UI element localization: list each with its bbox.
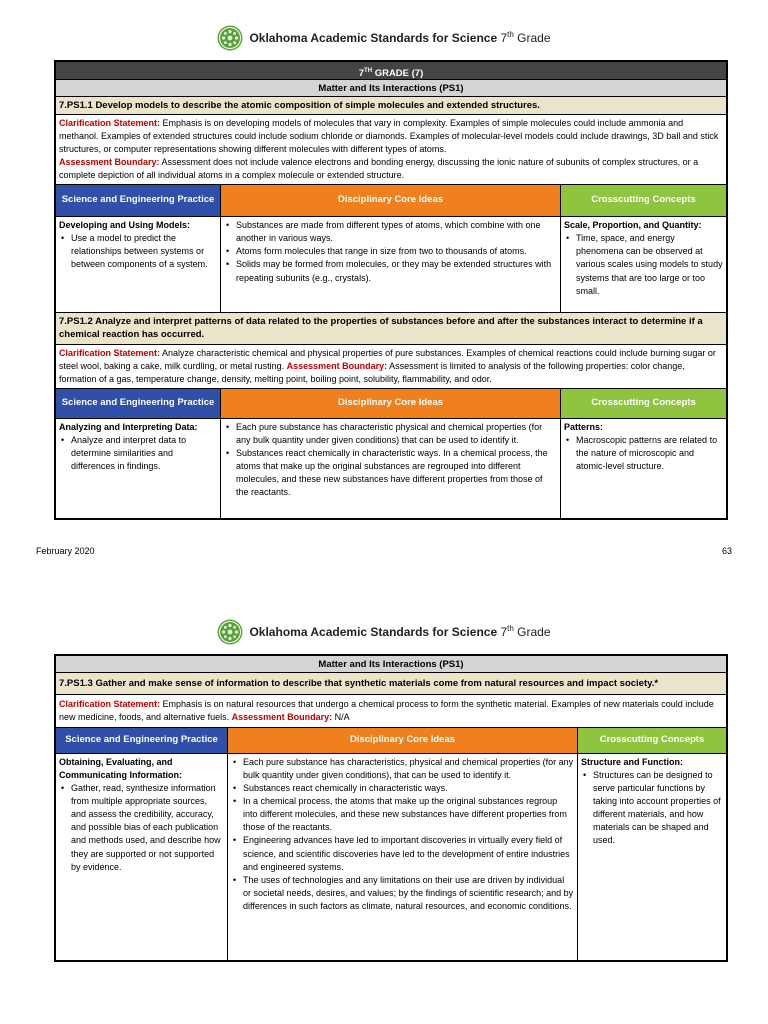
dci-header: Disciplinary Core Ideas	[221, 185, 561, 216]
sep-heading: Obtaining, Evaluating, and Communicating Information:	[59, 757, 182, 781]
cc-header: Crosscutting Concepts	[561, 389, 726, 418]
footer-date: February 2020	[36, 546, 95, 556]
list-item: • Macroscopic patterns are related to the nature of microscopic and atomic-level structure.	[564, 434, 723, 473]
sep-heading: Analyzing and Interpreting Data:	[59, 421, 198, 432]
dci-cell	[221, 419, 561, 518]
standards-table-page-1	[54, 60, 728, 520]
list-item: • Solids may be formed from molecules, or they may be extended structures with repeating subunits (e.g., crystals).	[224, 258, 557, 284]
column-headers	[56, 185, 726, 217]
sep-header: Science and Engineering Practice	[56, 389, 221, 418]
cc-cell	[561, 217, 726, 312]
page-title: Oklahoma Academic Standards for Science 7th Grade	[249, 29, 551, 45]
cc-heading: Structure and Function:	[581, 757, 683, 768]
cc-header: Crosscutting Concepts	[561, 185, 726, 216]
standards-row	[56, 419, 726, 518]
sep-cell	[56, 419, 221, 518]
dci-header: Disciplinary Core Ideas	[221, 389, 561, 418]
sep-heading: Developing and Using Models:	[59, 220, 191, 231]
grade-bar: 7TH GRADE (7)	[56, 62, 726, 80]
standards-row	[56, 217, 726, 313]
list-item: • Atoms form molecules that range in size from two to thousands of atoms.	[224, 245, 557, 258]
list-item: • Each pure substance has characteristics, physical and chemical properties (for any bulk quantity under given conditions), that can be used to identify it.	[231, 756, 574, 782]
cc-header: Crosscutting Concepts	[578, 728, 726, 753]
list-item: • Substances react chemically in characteristic ways. In a chemical process, the atoms that make up the original substances are regrouped into different molecules, and these new substances have different properties from those of the reactants.	[224, 447, 557, 499]
list-item: • Use a model to predict the relationships between systems or between components of a system.	[59, 232, 217, 271]
cc-cell	[578, 754, 726, 960]
sep-header: Science and Engineering Practice	[56, 185, 221, 216]
standards-table-page-2	[54, 654, 728, 962]
list-item: • In a chemical process, the atoms that make up the original substances regroup into different molecules, and these new substances have different properties from those of the reactants.	[231, 795, 574, 834]
list-item: • Analyze and interpret data to determine similarities and differences in findings.	[59, 434, 217, 473]
clarification-block: Clarification Statement: Emphasis is on developing models of molecules that vary in complexity. Examples of simple molecules could include ammonia and methanol. Examples of extended structures could include sodium chloride or diamonds. Examples of molecular-level models could include drawings, 3D ball and stick structures, or computer representations showing different molecules with different types of atoms. Assessment Boundary: Assessment does not include valence electrons and bonding energy, discussing the ionic nature of subunits of complex structures, or a complete depiction of all individual atoms in a complex molecule or extended structure.	[56, 115, 726, 185]
list-item: • Time, space, and energy phenomena can be observed at various scales using models to study systems that are too large or too small.	[564, 232, 723, 297]
topic-bar: Matter and Its Interactions (PS1)	[56, 80, 726, 97]
list-item: • Substances react chemically in characteristic ways.	[231, 782, 574, 795]
list-item: • The uses of technologies and any limitations on their use are driven by individual or societal needs, desires, and values; by the findings of scientific research; and by differences in such factors as climate, natural resources, and economic conditions.	[231, 874, 574, 913]
list-item: • Gather, read, synthesize information from multiple appropriate sources, and assess the credibility, accuracy, and possible bias of each publication and methods used, and describe how they are supported or not supported by evidence.	[59, 782, 224, 873]
clarification-block: Clarification Statement: Analyze characteristic chemical and physical properties of pure substances. Examples of chemical reactions could include burning sugar or steel wool, baking a cake, milk curdling, or metal rusting. Assessment Boundary: Assessment is limited to analysis of the following properties: color change, formation of a gas, temperature change, density, melting point, boiling point, solubility, flammability, and odor.	[56, 345, 726, 389]
cc-cell	[561, 419, 726, 518]
dci-header: Disciplinary Core Ideas	[228, 728, 578, 753]
performance-expectation-title: 7.PS1.1 Develop models to describe the atomic composition of simple molecules and extended structures.	[56, 97, 726, 115]
page-header	[0, 619, 768, 645]
list-item: • Each pure substance has characteristic physical and chemical properties (for any bulk quantity under given conditions) that can be used to identify it.	[224, 421, 557, 447]
dci-cell	[221, 217, 561, 312]
oklahoma-science-logo	[217, 25, 243, 51]
oklahoma-science-logo	[217, 619, 243, 645]
sep-cell	[56, 217, 221, 312]
list-item: • Structures can be designed to serve particular functions by taking into account properties of different materials, and how materials can be shaped and used.	[581, 769, 723, 847]
dci-cell	[228, 754, 578, 960]
performance-expectation-title: 7.PS1.2 Analyze and interpret patterns of data related to the properties of substances before and after the substances interact to determine if a chemical reaction has occurred.	[56, 313, 726, 344]
clarification-block: Clarification Statement: Emphasis is on natural resources that undergo a chemical process to form the synthetic material. Examples of new materials could include new medicine, foods, and alternative fuels. Assessment Boundary: N/A	[56, 695, 726, 728]
sep-header: Science and Engineering Practice	[56, 728, 228, 753]
sep-cell	[56, 754, 228, 960]
column-headers	[56, 389, 726, 419]
page-header	[0, 25, 768, 51]
list-item: • Substances are made from different types of atoms, which combine with one another in various ways.	[224, 219, 557, 245]
column-headers	[56, 728, 726, 754]
footer-page-number: 63	[721, 546, 732, 556]
cc-heading: Scale, Proportion, and Quantity:	[564, 220, 702, 231]
cc-heading: Patterns:	[564, 421, 604, 432]
list-item: • Engineering advances have led to important discoveries in virtually every field of science, and scientific discoveries have led to the development of entire industries and engineered systems.	[231, 834, 574, 873]
topic-bar: Matter and Its Interactions (PS1)	[56, 656, 726, 673]
standards-row	[56, 754, 726, 960]
page-title: Oklahoma Academic Standards for Science 7th Grade	[249, 623, 551, 639]
performance-expectation-title: 7.PS1.3 Gather and make sense of information to describe that synthetic materials come from natural resources and impact society.*	[56, 673, 726, 695]
